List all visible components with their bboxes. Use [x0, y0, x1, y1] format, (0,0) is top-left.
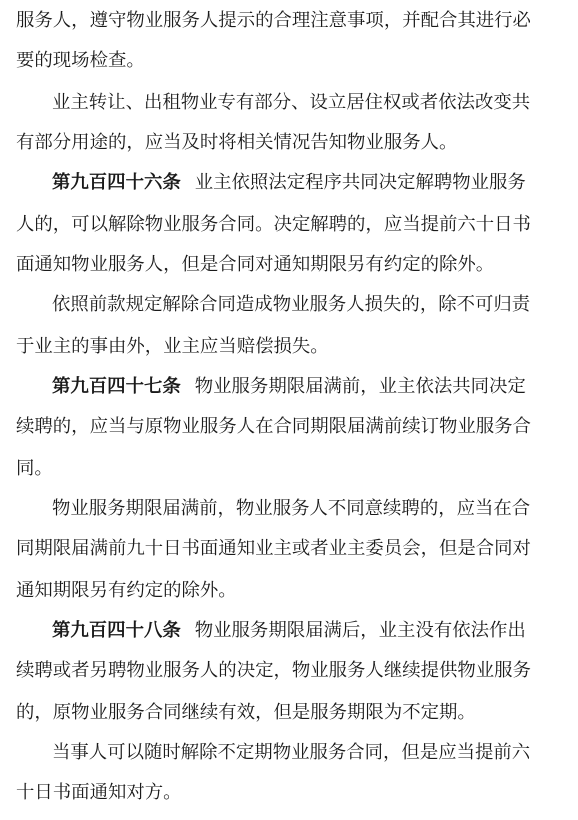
text-line: 业主依照法定程序共同决定解聘物业服务 — [194, 172, 526, 193]
text-line: 有部分用途的，应当及时将相关情况告知物业服务人。 — [16, 132, 458, 153]
text-line: 于业主的事由外，业主应当赔偿损失。 — [16, 336, 329, 357]
text-line: 续聘或者另聘物业服务人的决定，物业服务人继续提供物业服务 — [16, 660, 531, 681]
article-947-heading: 第九百四十七条 — [52, 376, 181, 397]
article-948-first-line — [0, 616, 578, 646]
article-946-first-line — [0, 168, 578, 198]
text-line: 同期限届满前九十日书面通知业主或者业主委员会，但是合同对 — [16, 538, 531, 559]
article-947-first-line — [0, 372, 578, 402]
text-line: 通知期限另有约定的除外。 — [16, 580, 237, 601]
text-line: 人的，可以解除物业服务合同。决定解聘的，应当提前六十日书 — [16, 214, 531, 235]
text-line: 服务人，遵守物业服务人提示的合理注意事项，并配合其进行必 — [16, 10, 531, 31]
text-line: 业主转让、出租物业专有部分、设立居住权或者依法改变共 — [52, 92, 531, 113]
text-line: 依照前款规定解除合同造成物业服务人损失的，除不可归责 — [52, 294, 531, 315]
text-line: 物业服务期限届满前，物业服务人不同意续聘的，应当在合 — [52, 498, 531, 519]
text-line: 面通知物业服务人，但是合同对通知期限另有约定的除外。 — [16, 254, 495, 275]
article-946-heading: 第九百四十六条 — [52, 172, 181, 193]
text-line: 的，原物业服务合同继续有效，但是服务期限为不定期。 — [16, 702, 476, 723]
text-line: 十日书面通知对方。 — [16, 782, 182, 803]
text-line: 物业服务期限届满后，业主没有依法作出 — [194, 620, 526, 641]
text-line: 要的现场检查。 — [16, 50, 145, 71]
text-line: 续聘的，应当与原物业服务人在合同期限届满前续订物业服务合 — [16, 416, 531, 437]
text-line: 当事人可以随时解除不定期物业服务合同，但是应当提前六 — [52, 742, 531, 763]
text-line: 同。 — [16, 458, 53, 479]
text-line: 物业服务期限届满前，业主依法共同决定 — [194, 376, 526, 397]
article-948-heading: 第九百四十八条 — [52, 620, 181, 641]
